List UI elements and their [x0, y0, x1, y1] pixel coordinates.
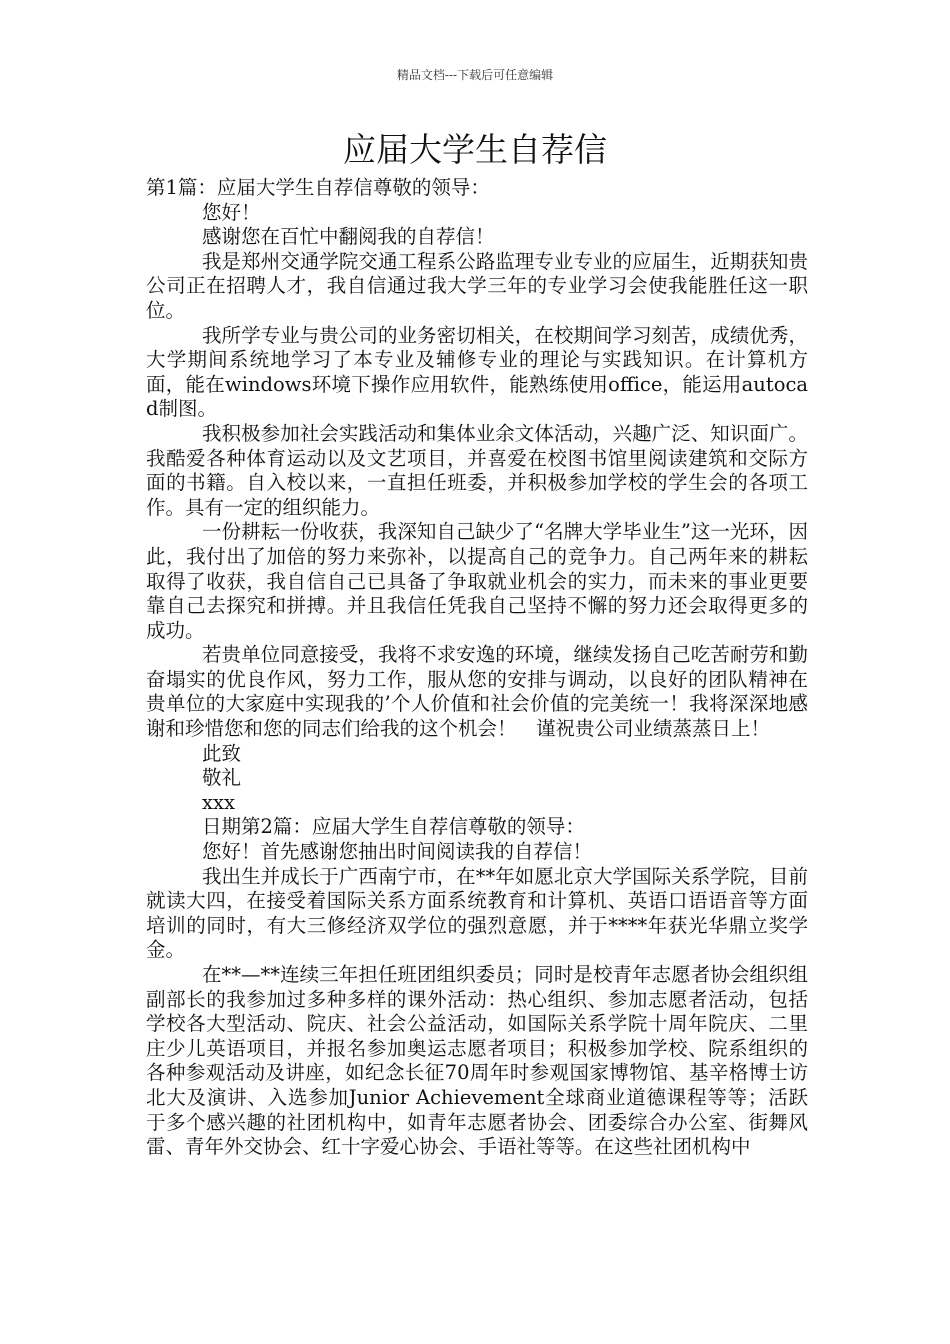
- paragraph-intro: 我是郑州交通学院交通工程系公路监理专业专业的应届生，近期获知贵公司正在招聘人才，我自信通过我大学三年的专业学习会使我能胜任这一职位。: [146, 249, 808, 322]
- paragraph-closing-2: 敬礼: [202, 766, 242, 790]
- paragraph-signature: xxx: [202, 790, 235, 814]
- document-title: 应届大学生自荐信: [343, 130, 607, 169]
- paragraph-effort: 一份耕耘一份收获，我深知自己缺少了“名牌大学毕业生”这一光环，因此，我付出了加倍的努力来弥补，以提高自己的竞争力。自己两年来的耕耘取得了收获，我自信自己已具备了争取就业机会的实力，而未来的事业更要靠自己去探究和拼搏。并且我信任凭我自己坚持不懈的努力还会取得更多的成功。: [146, 520, 808, 642]
- document-body: [146, 176, 808, 1160]
- paragraph-greeting: 您好！: [202, 200, 261, 224]
- paragraph-section1-heading: 第1篇：应届大学生自荐信尊敬的领导：: [146, 176, 490, 199]
- paragraph-background: 我出生并成长于广西南宁市，在**年如愿北京大学国际关系学院，目前就读大四，在接受着国际关系方面系统教育和计算机、英语口语语音等方面培训的同时，有大三修经济双学位的强烈意愿，并于****年获光华鼎立奖学金。: [146, 864, 808, 962]
- paragraph-greeting-2: 您好！首先感谢您抽出时间阅读我的自荐信！: [202, 840, 593, 864]
- page-header-note: 精品文档---下载后可任意编辑: [396, 68, 554, 82]
- paragraph-commitment: 若贵单位同意接受，我将不求安逸的环境，继续发扬自己吃苦耐劳和勤奋塌实的优良作风，努力工作，服从您的安排与调动，以良好的团队精神在贵单位的大家庭中实现我的’个人价值和社会价值的完美统一！我将深深地感谢和珍惜您和您的同志们给我的这个机会！ 谨祝贵公司业绩蒸蒸日上！: [146, 643, 808, 741]
- paragraph-thanks: 感谢您在百忙中翻阅我的自荐信！: [202, 225, 495, 249]
- paragraph-section2-heading: 日期第2篇：应届大学生自荐信尊敬的领导：: [202, 815, 585, 839]
- paragraph-major: 我所学专业与贵公司的业务密切相关，在校期间学习刻苦，成绩优秀，大学期间系统地学习了本专业及辅修专业的理论与实践知识。在计算机方面，能在windows环境下操作应用软件，能熟练使用office，能运用autocad制图。: [146, 323, 808, 421]
- paragraph-experience: 在**—**连续三年担任班团组织委员；同时是校青年志愿者协会组织组副部长的我参加过多种多样的课外活动：热心组织、参加志愿者活动，包括学校各大型活动、院庆、社会公益活动，如国际关系学院十周年院庆、二里庄少儿英语项目，并报名参加奥运志愿者项目；积极参加学校、院系组织的各种参观活动及讲座，如纪念长征70周年时参观国家博物馆、基辛格博士访北大及演讲、入选参加Junior Achievement全球商业道德课程等等；活跃于多个感兴趣的社团机构中，如青年志愿者协会、团委综合办公室、街舞风雷、青年外交协会、红十字爱心协会、手语社等等。在这些社团机构中: [146, 963, 808, 1159]
- paragraph-closing-1: 此致: [202, 741, 242, 765]
- paragraph-activities: 我积极参加社会实践活动和集体业余文体活动，兴趣广泛、知识面广。我酷爱各种体育运动以及文艺项目，并喜爱在校图书馆里阅读建筑和交际方面的书籍。自入校以来，一直担任班委，并积极参加学校的学生会的各项工作。具有一定的组织能力。: [146, 421, 808, 519]
